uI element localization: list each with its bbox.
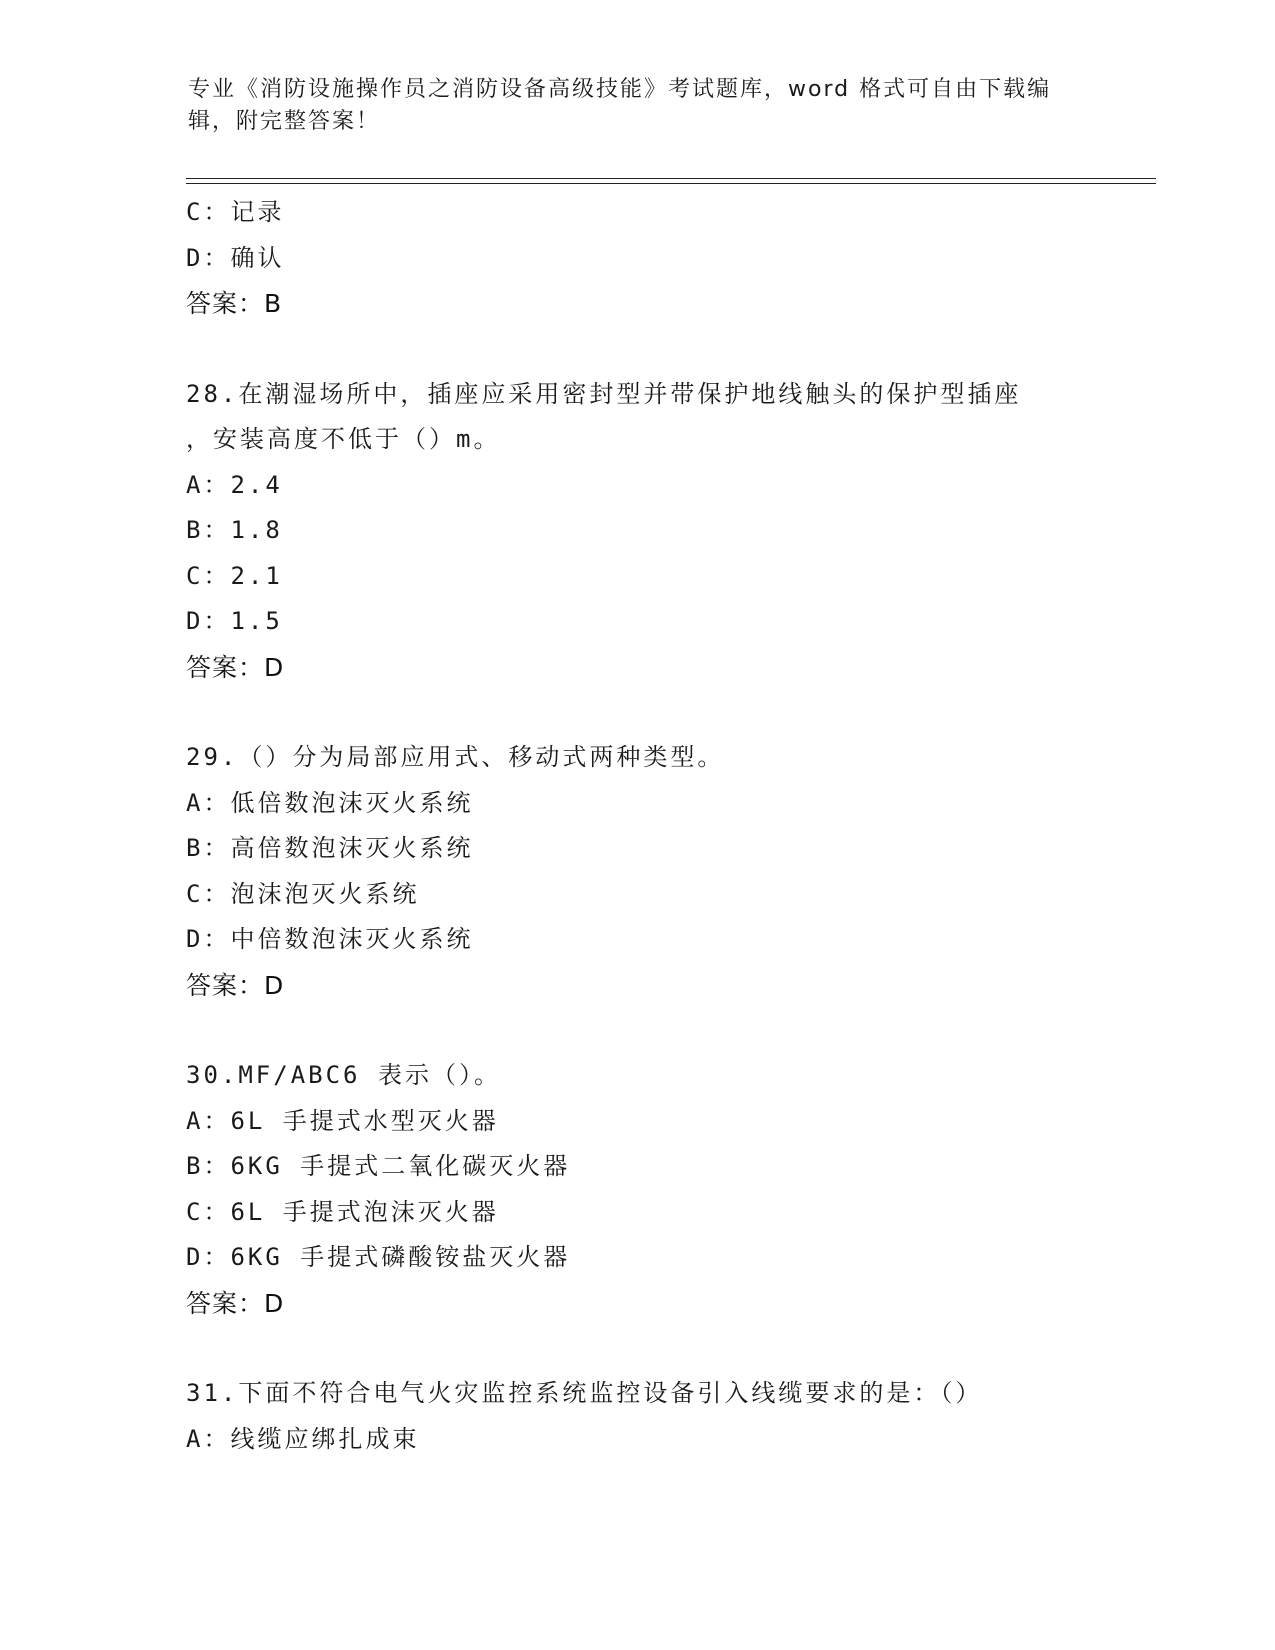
question-28	[186, 372, 1086, 691]
header-divider-bottom	[186, 183, 1156, 184]
option-a: A：低倍数泡沫灭火系统	[186, 788, 474, 817]
question-stem: 30.MF/ABC6 表示（）。	[186, 1061, 501, 1089]
option-c: C：泡沫泡灭火系统	[186, 879, 420, 908]
answer-line: 答案：D	[186, 652, 285, 682]
document-header	[188, 74, 1068, 138]
header-line-1: 专业《消防设施操作员之消防设备高级技能》考试题库，word 格式可自由下载编	[188, 77, 1052, 102]
question-list	[186, 190, 1086, 1462]
question-stem: 28.在潮湿场所中，插座应采用密封型并带保护地线触头的保护型插座	[186, 379, 1022, 408]
question-stem: 31.下面不符合电气火灾监控系统监控设备引入线缆要求的是：（）	[186, 1379, 983, 1407]
option-d: D：确认	[186, 243, 285, 272]
option-b: B：1.8	[186, 516, 283, 544]
option-d: D：6KG 手提式磷酸铵盐灭火器	[186, 1243, 571, 1271]
option-a: A：2.4	[186, 470, 283, 499]
option-a: A：6L 手提式水型灭火器	[186, 1106, 499, 1135]
answer-line: 答案：D	[186, 970, 285, 1000]
header-line-2: 辑，附完整答案！	[188, 109, 381, 134]
option-d: D：中倍数泡沫灭火系统	[186, 925, 474, 953]
option-c: C：2.1	[186, 561, 283, 590]
answer-line: 答案：B	[186, 289, 283, 318]
question-27-tail	[186, 190, 1086, 327]
option-c: C：记录	[186, 198, 285, 226]
question-29	[186, 735, 1086, 1008]
question-stem-continued: ，安装高度不低于（）m。	[186, 425, 501, 453]
question-31	[186, 1371, 1086, 1462]
question-stem: 29.（）分为局部应用式、移动式两种类型。	[186, 743, 725, 771]
header-divider-top	[186, 178, 1156, 179]
question-30	[186, 1053, 1086, 1326]
option-b: B：6KG 手提式二氧化碳灭火器	[186, 1152, 571, 1180]
option-b: B：高倍数泡沫灭火系统	[186, 834, 474, 862]
option-d: D：1.5	[186, 607, 283, 635]
option-c: C：6L 手提式泡沫灭火器	[186, 1197, 499, 1226]
option-a: A：线缆应绑扎成束	[186, 1424, 420, 1453]
answer-line: 答案：D	[186, 1288, 285, 1318]
